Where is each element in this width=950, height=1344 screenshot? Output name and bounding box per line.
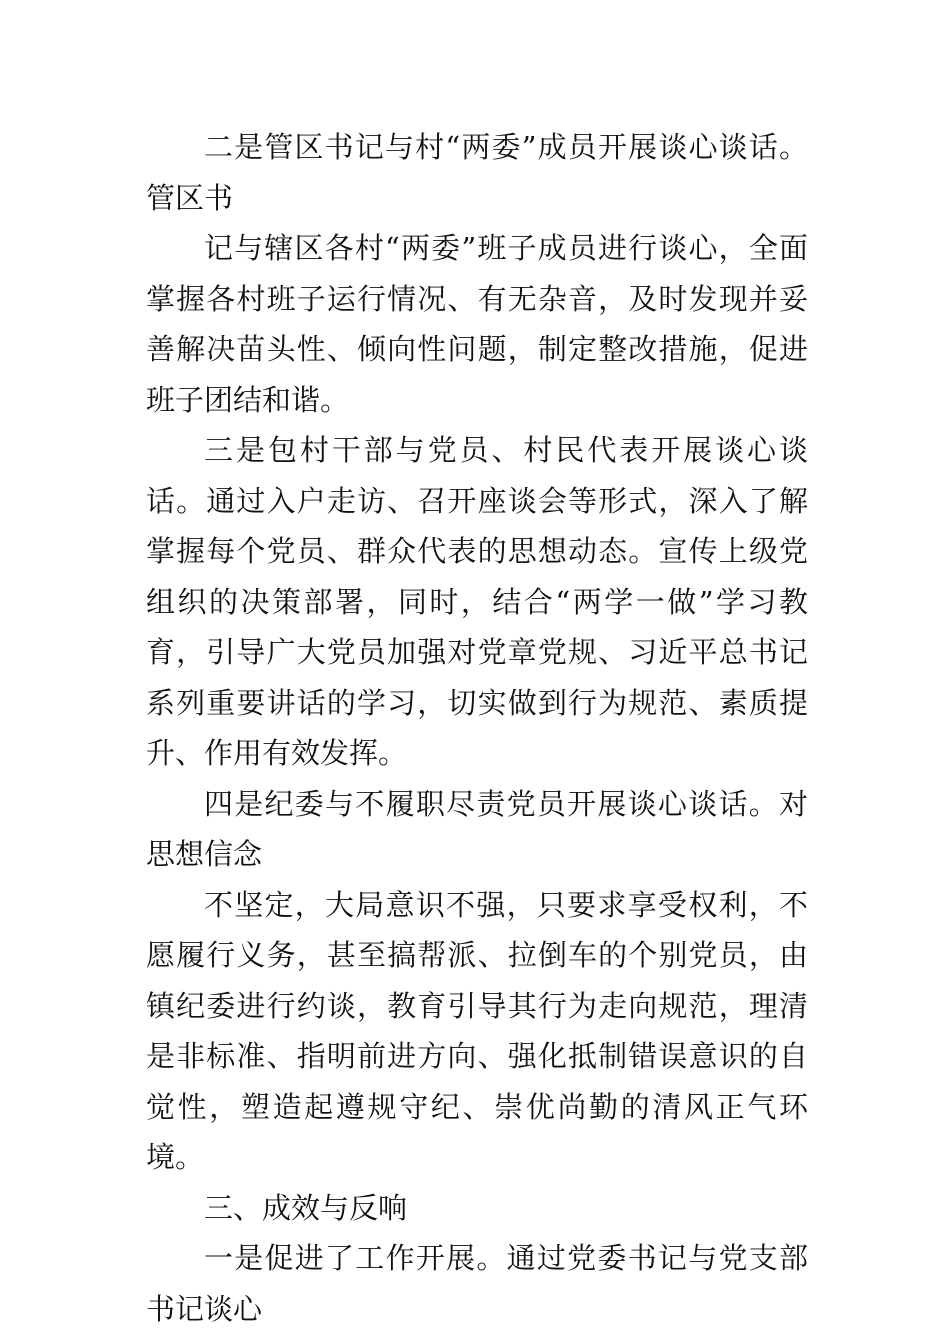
paragraph-talks-discipline-committee-continued: 不坚定，大局意识不强，只要求享受权利，不愿履行义务，甚至搞帮派、拉倒车的个别党员，由镇纪委进行约谈，教育引导其行为走向规范，理清是非标准、指明前进方向、强化抵制错误意识的自觉性，塑造起遵规守纪、崇优尚勤的清风正气环境。 <box>146 887 808 1174</box>
section-heading-results: 三、成效与反响 <box>204 1190 408 1225</box>
document-page <box>146 122 808 1334</box>
paragraph-talks-discipline-committee: 四是纪委与不履职尽责党员开展谈心谈话。对思想信念 <box>146 786 808 871</box>
paragraph-talks-village-cadres: 三是包村干部与党员、村民代表开展谈心谈话。通过入户走访、召开座谈会等形式，深入了解掌握每个党员、群众代表的思想动态。宣传上级党组织的决策部署，同时，结合“两学一做”学习教育，引导广大党员加强对党章党规、习近平总书记系列重要讲话的学习，切实做到行为规范、素质提升、作用有效发挥。 <box>146 433 808 770</box>
paragraph-talks-district-secretary-continued: 记与辖区各村“两委”班子成员进行谈心，全面掌握各村班子运行情况、有无杂音，及时发现并妥善解决苗头性、倾向性问题，制定整改措施，促进班子团结和谐。 <box>146 231 808 417</box>
paragraph-results-work-progress: 一是促进了工作开展。通过党委书记与党支部书记谈心 <box>146 1241 808 1326</box>
paragraph-talks-district-secretary: 二是管区书记与村“两委”成员开展谈心谈话。管区书 <box>146 130 808 215</box>
